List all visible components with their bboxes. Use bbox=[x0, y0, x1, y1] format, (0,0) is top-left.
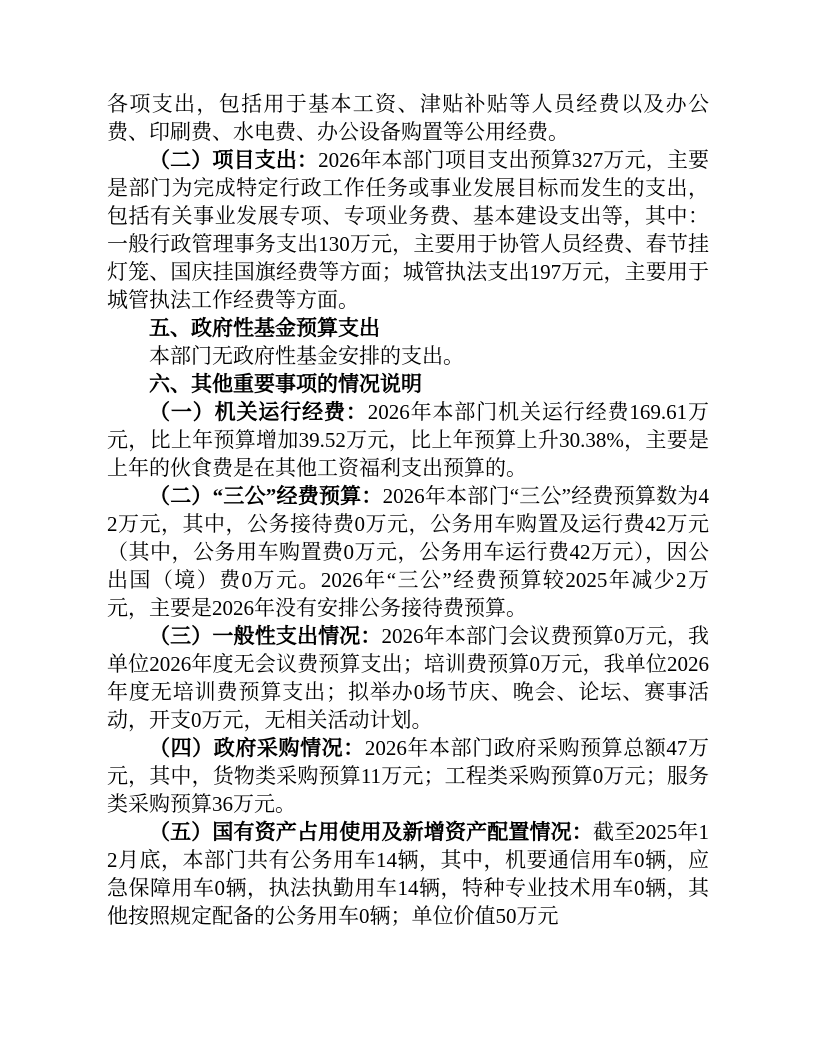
heading-text: 五、政府性基金预算支出 bbox=[149, 316, 380, 340]
paragraph-agency-operating-costs bbox=[107, 398, 709, 482]
paragraph-label: （二）项目支出： bbox=[149, 148, 319, 172]
paragraph-state-owned-assets bbox=[107, 818, 709, 930]
paragraph-basic-expenditure-continued bbox=[107, 90, 709, 146]
paragraph-label: （三）一般性支出情况： bbox=[149, 624, 382, 648]
heading-text: 六、其他重要事项的情况说明 bbox=[149, 372, 422, 396]
paragraph-text: 截至2025年12月底，本部门共有公务用车14辆，其中，机要通信用车0辆，应急保障用车0辆，执法执勤用车14辆，特种专业技术用车0辆，其他按照规定配备的公务用车0辆；单位价值50万元 bbox=[107, 820, 710, 928]
paragraph-text: 各项支出，包括用于基本工资、津贴补贴等人员经费以及办公费、印刷费、水电费、办公设备购置等公用经费。 bbox=[107, 92, 709, 144]
paragraph-label: （二）“三公”经费预算： bbox=[149, 484, 383, 508]
paragraph-no-gov-fund-expenditure bbox=[107, 342, 709, 370]
paragraph-general-expenditure-situation bbox=[107, 622, 709, 734]
paragraph-three-public-expenses-budget bbox=[107, 482, 709, 622]
paragraph-text: 2026年本部门“三公”经费预算数为42万元，其中，公务接待费0万元，公务用车购置及运行费42万元（其中，公务用车购置费0万元，公务用车运行费42万元），因公出国（境）费0万元。2026年“三公”经费预算较2025年减少2万元，主要是2026年没有安排公务接待费预算。 bbox=[107, 484, 710, 620]
paragraph-text: 2026年本部门机关运行经费169.61万元，比上年预算增加39.52万元，比上年预算上升30.38%，主要是上年的伙食费是在其他工资福利支出预算的。 bbox=[107, 400, 709, 480]
heading-section-5-gov-fund-budget bbox=[107, 314, 709, 342]
paragraph-label: （四）政府采购情况： bbox=[149, 736, 365, 760]
heading-section-6-other-important-matters bbox=[107, 370, 709, 398]
paragraph-text: 2026年本部门政府采购预算总额47万元，其中，货物类采购预算11万元；工程类采购预算0万元；服务类采购预算36万元。 bbox=[107, 736, 710, 816]
paragraph-government-procurement bbox=[107, 734, 709, 818]
paragraph-project-expenditure bbox=[107, 146, 709, 314]
paragraph-text: 2026年本部门项目支出预算327万元，主要是部门为完成特定行政工作任务或事业发展目标而发生的支出，包括有关事业发展专项、专项业务费、基本建设支出等，其中：一般行政管理事务支出130万元，主要用于协管人员经费、春节挂灯笼、国庆挂国旗经费等方面；城管执法支出197万元，主要用于城管执法工作经费等方面。 bbox=[107, 148, 710, 312]
paragraph-label: （五）国有资产占用使用及新增资产配置情况： bbox=[149, 820, 593, 844]
paragraph-label: （一）机关运行经费： bbox=[149, 400, 368, 424]
paragraph-text: 2026年本部门会议费预算0万元，我单位2026年度无会议费预算支出；培训费预算0万元，我单位2026年度无培训费预算支出；拟举办0场节庆、晚会、论坛、赛事活动，开支0万元，无相关活动计划。 bbox=[107, 624, 710, 732]
paragraph-text: 本部门无政府性基金安排的支出。 bbox=[149, 344, 464, 368]
